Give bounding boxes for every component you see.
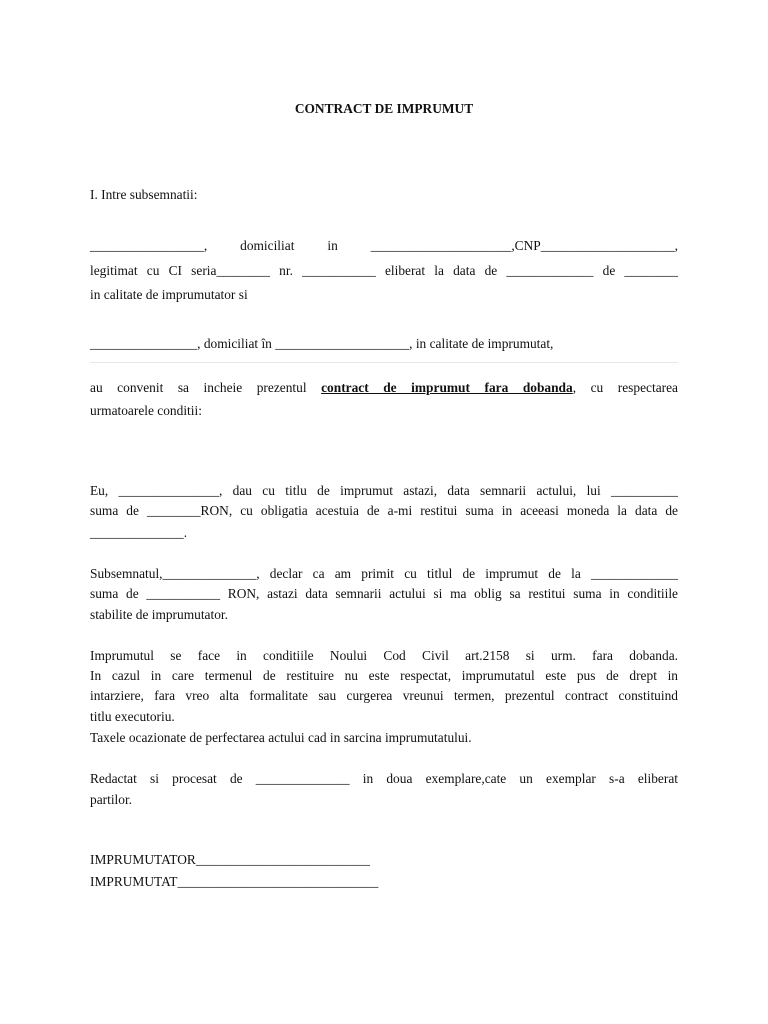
agreement-text-post: , cu respectarea: [572, 380, 678, 395]
drafted-line-1: Redactat si procesat de ______________ in doua exemplare,cate un exemplar s-a eliberat: [90, 771, 678, 786]
agreement-text-pre: au convenit sa incheie prezentul: [90, 380, 307, 395]
agreement-line-1: [90, 380, 678, 396]
agreement-line-2: urmatoarele conditii:: [90, 403, 202, 418]
terms-line-2: In cazul in care termenul de restituire nu este respectat, imprumutatul este pus de drept in: [90, 668, 678, 683]
document-title: CONTRACT DE IMPRUMUT: [294, 101, 474, 116]
drafted-line-2: partilor.: [90, 792, 133, 807]
terms-line-5: Taxele ocazionate de perfectarea actului cad in sarcina imprumutatului.: [90, 730, 472, 745]
lender-identity-line-3: in calitate de imprumutator si: [90, 287, 248, 302]
lender-identity-line-1: _________________, domiciliat in _____________________,CNP____________________,: [90, 238, 678, 253]
borrower-declaration-line-3: stabilite de imprumutator.: [90, 607, 228, 622]
borrower-identity-line: ________________, domiciliat în ____________________, in calitate de imprumutat,: [90, 336, 554, 351]
lender-declaration-line-1: Eu, _______________, dau cu titlu de imprumut astazi, data semnarii actului, lui __________: [90, 483, 678, 498]
borrower-signature-line: IMPRUMUTAT______________________________: [90, 874, 379, 889]
terms-line-1: Imprumutul se face in conditiile Noului Cod Civil art.2158 si urm. fara dobanda.: [90, 648, 678, 663]
section-heading: I. Intre subsemnatii:: [90, 187, 198, 202]
borrower-declaration-line-1: Subsemnatul,______________, declar ca am primit cu titlul de imprumut de la _____________: [90, 566, 678, 581]
terms-line-3: intarziere, fara vreo alta formalitate sau curgerea vreunui termen, prezentul contract constituind: [90, 688, 678, 703]
lender-declaration-line-2: suma de ________RON, cu obligatia acestuia de a-mi restitui suma in aceeasi moneda la data de: [90, 503, 678, 518]
lender-signature-line: IMPRUMUTATOR__________________________: [90, 852, 370, 867]
contract-type-emphasis: contract de imprumut fara dobanda: [321, 380, 573, 395]
separator-line: [90, 362, 678, 363]
terms-line-4: titlu executoriu.: [90, 709, 175, 724]
lender-identity-line-2: legitimat cu CI seria________ nr. ___________ eliberat la data de _____________ de ________: [90, 263, 678, 278]
lender-declaration-line-3: ______________.: [90, 525, 188, 540]
borrower-declaration-line-2: suma de ___________ RON, astazi data semnarii actului si ma oblig sa restitui suma in conditiile: [90, 586, 678, 601]
